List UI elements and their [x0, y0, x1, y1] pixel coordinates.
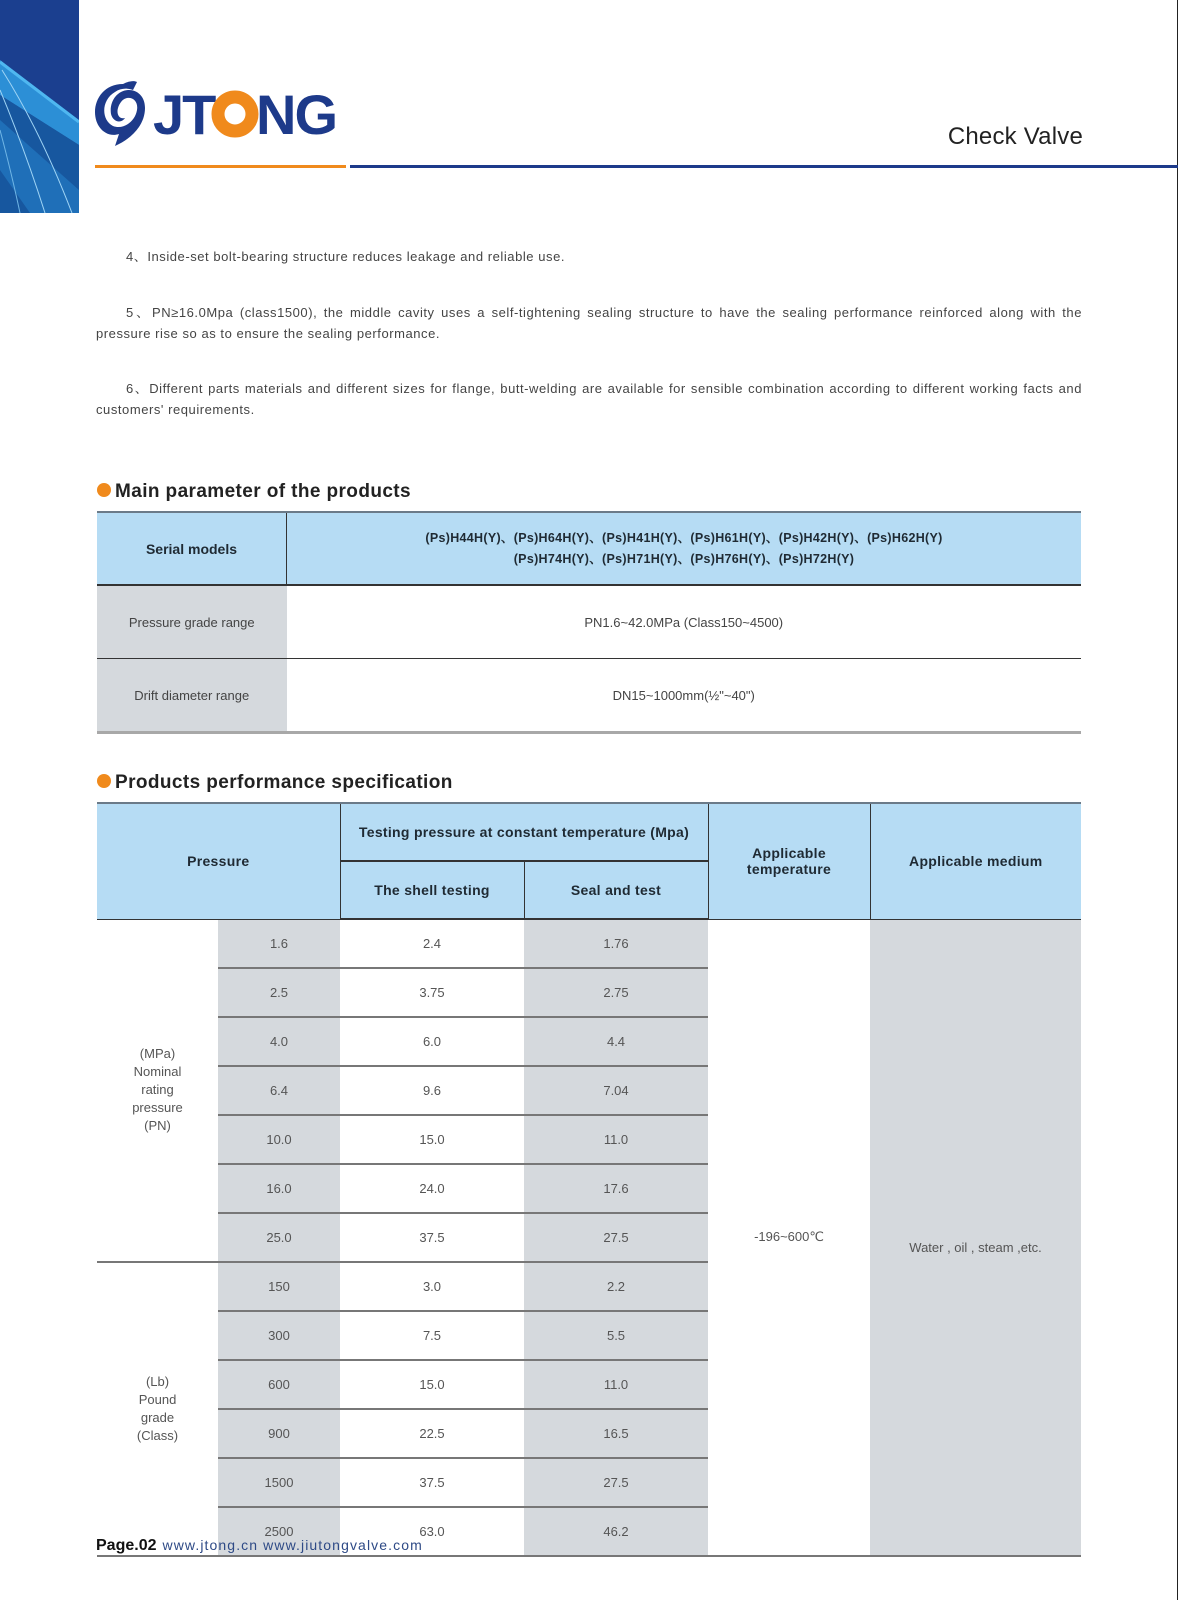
footer — [96, 1537, 423, 1555]
pressure-group-label — [97, 1262, 218, 1556]
applicable-medium-value: Water , oil , steam ,etc. — [870, 919, 1081, 1556]
nominal-pressure-cell: 16.0 — [218, 1164, 340, 1213]
logo-text-jt: JT — [153, 83, 215, 146]
param-label: Pressure grade range — [97, 585, 287, 659]
shell-testing-cell: 37.5 — [340, 1213, 524, 1262]
shell-testing-cell: 15.0 — [340, 1360, 524, 1409]
nominal-pressure-cell: 10.0 — [218, 1115, 340, 1164]
seal-test-cell: 2.75 — [524, 968, 708, 1017]
nominal-pressure-cell: 150 — [218, 1262, 340, 1311]
footer-urls: www.jtong.cn www.jiutongvalve.com — [162, 1537, 423, 1553]
group-label-line: pressure — [132, 1100, 183, 1116]
shell-testing-cell: 6.0 — [340, 1017, 524, 1066]
seal-test-cell: 7.04 — [524, 1066, 708, 1115]
feature-paragraph-4: 4、Inside-set bolt-bearing structure reduces leakage and reliable use. — [126, 249, 566, 264]
header-seal-test: Seal and test — [524, 861, 708, 919]
seal-test-cell: 4.4 — [524, 1017, 708, 1066]
seal-test-cell: 1.76 — [524, 919, 708, 968]
group-label-line: (MPa) — [139, 1046, 176, 1062]
seal-test-cell: 17.6 — [524, 1164, 708, 1213]
shell-testing-cell: 2.4 — [340, 919, 524, 968]
seal-test-cell: 27.5 — [524, 1213, 708, 1262]
nominal-pressure-cell: 900 — [218, 1409, 340, 1458]
bullet-dot-icon — [97, 774, 111, 788]
nominal-pressure-cell: 1500 — [218, 1458, 340, 1507]
header-pressure: Pressure — [97, 803, 340, 919]
param-label: Drift diameter range — [97, 659, 287, 733]
corner-decoration — [0, 0, 79, 213]
nominal-pressure-cell: 600 — [218, 1360, 340, 1409]
seal-test-cell: 27.5 — [524, 1458, 708, 1507]
shell-testing-cell: 22.5 — [340, 1409, 524, 1458]
param-value: DN15~1000mm(½"~40") — [287, 659, 1082, 733]
section-title-text: Products performance specification — [115, 772, 453, 793]
header-applicable-medium: Applicable medium — [870, 803, 1081, 919]
section-title-performance — [97, 772, 453, 794]
nominal-pressure-cell: 1.6 — [218, 919, 340, 968]
group-label-line: (PN) — [144, 1118, 171, 1134]
header-rule-blue — [350, 165, 1178, 168]
seal-test-cell: 2.2 — [524, 1262, 708, 1311]
seal-test-cell: 11.0 — [524, 1115, 708, 1164]
serial-models-line: (Ps)H74H(Y)、(Ps)H71H(Y)、(Ps)H76H(Y)、(Ps)H72H(Y) — [513, 551, 855, 566]
applicable-temperature-value: -196~600℃ — [708, 919, 870, 1556]
shell-testing-cell: 3.0 — [340, 1262, 524, 1311]
shell-testing-cell: 7.5 — [340, 1311, 524, 1360]
logo-swirl-icon — [95, 81, 145, 146]
header-applicable-temperature: Applicable temperature — [708, 803, 870, 919]
performance-table — [97, 802, 1081, 1557]
feature-paragraph-5: 5、PN≥16.0Mpa (class1500), the middle cavity uses a self-tightening sealing structure to have the sealing performance reinforced along with the pressure rise so as to ensure the sealing performance. — [96, 305, 1082, 341]
table-row — [97, 659, 1081, 733]
header-testing-pressure: Testing pressure at constant temperature (Mpa) — [340, 803, 708, 861]
nominal-pressure-cell: 2500 — [218, 1507, 340, 1556]
bullet-dot-icon — [97, 483, 111, 497]
pressure-group-label — [97, 919, 218, 1262]
nominal-pressure-cell: 25.0 — [218, 1213, 340, 1262]
nominal-pressure-cell: 4.0 — [218, 1017, 340, 1066]
shell-testing-cell: 63.0 — [340, 1507, 524, 1556]
shell-testing-cell: 3.75 — [340, 968, 524, 1017]
param-label: Serial models — [97, 512, 287, 585]
table-row — [97, 512, 1081, 585]
section-title-text: Main parameter of the products — [115, 481, 411, 502]
performance-table-body — [97, 919, 1081, 1556]
feature-paragraph-6: 6、Different parts materials and different sizes for flange, butt-welding are available for sensible combination according to different working facts and customers' requirements. — [96, 381, 1082, 417]
page-edge — [1177, 0, 1178, 1600]
group-label-line: (Class) — [136, 1428, 179, 1443]
table-header-row — [97, 803, 1081, 861]
shell-testing-cell: 37.5 — [340, 1458, 524, 1507]
page-number: Page.02 — [96, 1537, 157, 1554]
shell-testing-cell: 24.0 — [340, 1164, 524, 1213]
shell-testing-cell: 15.0 — [340, 1115, 524, 1164]
seal-test-cell: 11.0 — [524, 1360, 708, 1409]
jtong-logo — [93, 76, 353, 148]
header-shell-testing: The shell testing — [340, 861, 524, 919]
main-parameter-table — [97, 511, 1081, 734]
serial-models-value — [287, 512, 1082, 585]
seal-test-cell: 16.5 — [524, 1409, 708, 1458]
group-label-line: Pound — [138, 1392, 177, 1407]
section-title-main-parameter — [97, 481, 411, 503]
table-row — [97, 585, 1081, 659]
table-row — [97, 919, 1081, 968]
logo-text-ng: NG — [256, 83, 336, 146]
group-label-line: (Lb) — [145, 1374, 170, 1389]
param-value: PN1.6~42.0MPa (Class150~4500) — [287, 585, 1082, 659]
group-label-line: Nominal — [133, 1064, 182, 1080]
nominal-pressure-cell: 300 — [218, 1311, 340, 1360]
group-label-line: grade — [140, 1410, 175, 1425]
shell-testing-cell: 9.6 — [340, 1066, 524, 1115]
serial-models-line: (Ps)H44H(Y)、(Ps)H64H(Y)、(Ps)H41H(Y)、(Ps)H61H(Y)、(Ps)H42H(Y)、(Ps)H62H(Y) — [425, 530, 943, 545]
document-title: Check Valve — [947, 123, 1083, 150]
nominal-pressure-cell: 6.4 — [218, 1066, 340, 1115]
group-label-line: rating — [141, 1082, 174, 1098]
seal-test-cell: 5.5 — [524, 1311, 708, 1360]
seal-test-cell: 46.2 — [524, 1507, 708, 1556]
nominal-pressure-cell: 2.5 — [218, 968, 340, 1017]
logo-o-ring — [218, 97, 252, 131]
header-rule-orange — [95, 165, 346, 168]
